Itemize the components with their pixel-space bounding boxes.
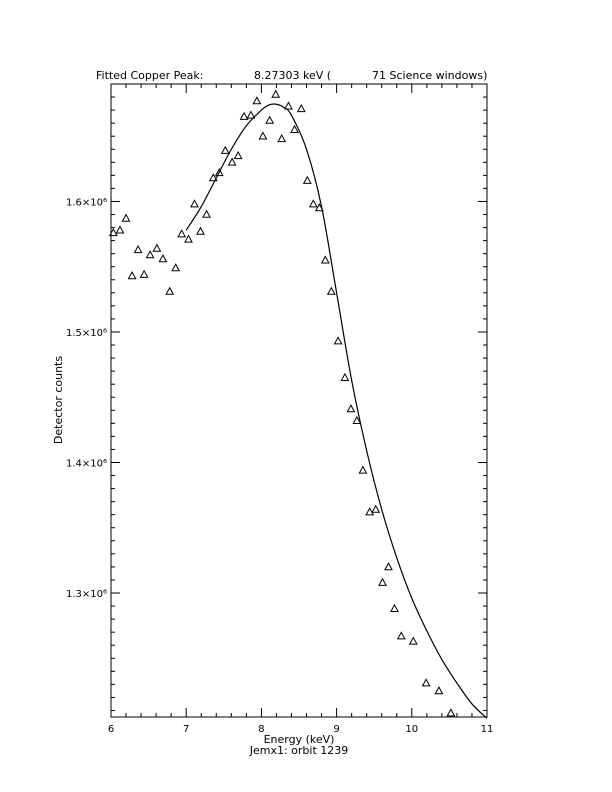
- data-point-triangle: [423, 679, 430, 686]
- data-point-triangle: [398, 632, 405, 639]
- data-point-triangle: [172, 264, 179, 271]
- fit-curve: [186, 104, 487, 718]
- data-point-triangle: [229, 159, 236, 166]
- data-point-triangle: [147, 251, 154, 258]
- data-point-triangle: [272, 91, 279, 98]
- data-point-triangle: [341, 374, 348, 381]
- data-point-triangle: [153, 245, 160, 252]
- data-point-triangle: [410, 638, 417, 645]
- data-point-triangle: [266, 117, 273, 124]
- data-point-triangle: [391, 605, 398, 612]
- data-point-triangle: [322, 256, 329, 263]
- data-point-triangle: [247, 112, 254, 119]
- data-point-triangle: [435, 687, 442, 694]
- data-point-triangle: [235, 152, 242, 159]
- data-point-triangle: [298, 105, 305, 112]
- plot-area: [111, 84, 487, 717]
- data-point-triangle: [335, 337, 342, 344]
- data-point-triangle: [129, 272, 136, 279]
- data-point-triangle: [141, 271, 148, 278]
- x-tick-label: 8: [258, 724, 265, 735]
- y-tick-label: 1.5×10⁶: [65, 327, 107, 339]
- data-point-triangle: [259, 132, 266, 139]
- x-tick-label: 6: [107, 724, 115, 735]
- data-point-triangle: [203, 211, 210, 218]
- data-point-triangle: [197, 228, 204, 235]
- chart-subtitle: Jemx1: orbit 1239: [249, 744, 349, 757]
- x-tick-label: 10: [405, 724, 419, 735]
- chart-title-suffix: 71 Science windows): [372, 69, 488, 82]
- data-point-triangle: [116, 226, 123, 233]
- data-point-triangle: [178, 230, 185, 237]
- data-point-triangle: [278, 135, 285, 142]
- x-axis-label: Energy (keV): [263, 733, 335, 746]
- data-point-triangle: [328, 288, 335, 295]
- fit-curve-group: [186, 104, 487, 718]
- data-point-triangle: [191, 200, 198, 207]
- data-point-triangle: [347, 405, 354, 412]
- data-point-triangle: [122, 215, 129, 222]
- data-point-triangle: [222, 147, 229, 154]
- data-point-triangle: [185, 236, 192, 243]
- data-point-triangle: [385, 563, 392, 570]
- x-tick-label: 9: [333, 724, 340, 735]
- data-point-triangle: [379, 579, 386, 586]
- chart-title-prefix: Fitted Copper Peak:: [96, 69, 204, 82]
- data-point-triangle: [166, 288, 173, 295]
- data-point-triangle: [447, 709, 454, 716]
- x-tick-label: 11: [480, 724, 494, 735]
- data-point-triangle: [359, 467, 366, 474]
- data-point-triangle: [310, 200, 317, 207]
- data-points: [110, 91, 455, 716]
- y-tick-label: 1.6×10⁶: [65, 197, 107, 209]
- data-point-triangle: [285, 102, 292, 109]
- chart-title-value: 8.27303 keV (: [254, 69, 332, 82]
- data-point-triangle: [372, 506, 379, 513]
- y-tick-label: 1.4×10⁶: [65, 458, 107, 470]
- data-point-triangle: [304, 177, 311, 184]
- data-point-triangle: [135, 246, 142, 253]
- axis-ticks: [66, 84, 493, 735]
- y-axis-label: Detector counts: [52, 355, 65, 445]
- x-tick-label: 7: [183, 724, 190, 735]
- y-tick-label: 1.3×10⁶: [65, 589, 107, 601]
- data-point-triangle: [159, 255, 166, 262]
- data-point-triangle: [253, 97, 260, 104]
